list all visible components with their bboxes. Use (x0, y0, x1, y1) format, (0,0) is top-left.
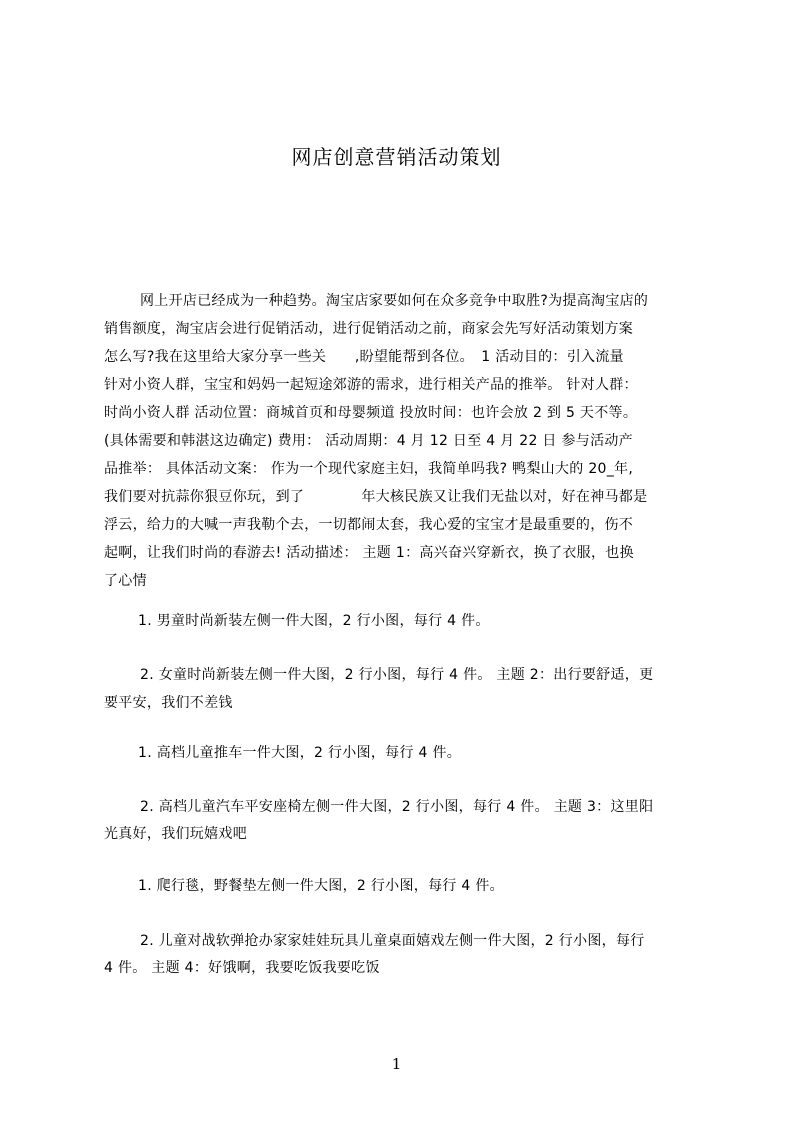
paragraph-item: 光真好，我们玩嬉戏吧 (104, 826, 247, 842)
body-line: (具体需要和韩湛这边确定) 费用： 活动周期：4 月 12 日至 4 月 22 日 参与活动产 (104, 433, 633, 449)
body-line: 浮云，给力的大喊一声我勒个去，一切都闹太套，我心爱的宝宝才是最重要的，伤不 (104, 517, 634, 533)
body-line: 销售额度，淘宝店会进行促销活动，进行促销活动之前，商家会先写好活动策划方案 (104, 321, 634, 337)
paragraph-item: 4 件。 主题 4：好饿啊，我要吃饭我要吃饭 (104, 960, 380, 976)
paragraph-item: 1. 男童时尚新装左侧一件大图，2 行小图，每行 4 件。 (138, 613, 490, 629)
paragraph-item: 2. 女童时尚新装左侧一件大图，2 行小图，每行 4 件。 主题 2：出行要舒适，更 (140, 667, 654, 683)
body-line: 时尚小资人群 活动位置：商城首页和母婴频道 投放时间：也许会放 2 到 5 天不等。 (104, 405, 638, 421)
paragraph-item: 2. 儿童对战软弹抢办家家娃娃玩具儿童桌面嬉戏左侧一件大图，2 行小图，每行 (140, 933, 645, 949)
page-number: 1 (391, 1055, 402, 1073)
body-line: 针对小资人群，宝宝和妈妈一起短途郊游的需求，进行相关产品的推举。 针对人群： (104, 377, 638, 393)
paragraph-item: 要平安，我们不差钱 (104, 695, 233, 711)
paragraph-item: 1. 高档儿童推车一件大图，2 行小图，每行 4 件。 (138, 745, 462, 761)
body-line: 我们要对抗蒜你狠豆你玩，到了 年大核民族又让我们无盐以对，好在神马都是 (104, 489, 648, 505)
body-line: 怎么写?我在这里给大家分享一些关 ,盼望能帮到各位。 1 活动目的：引入流量 (104, 349, 624, 365)
body-line: 网上开店已经成为一种趋势。淘宝店家要如何在众多竞争中取胜?为提高淘宝店的 (140, 293, 649, 309)
paragraph-item: 1. 爬行毯，野餐垫左侧一件大图，2 行小图，每行 4 件。 (138, 878, 504, 894)
body-line: 起啊，让我们时尚的春游去! 活动描述： 主题 1：高兴奋兴穿新衣，换了衣服，也换 (104, 545, 634, 561)
document-title: 网店创意营销活动策划 (291, 145, 502, 169)
body-line: 品推举： 具体活动文案： 作为一个现代家庭主妇，我简单吗我? 鸭梨山大的 20_年, (104, 461, 634, 477)
paragraph-item: 2. 高档儿童汽车平安座椅左侧一件大图，2 行小图，每行 4 件。 主题 3：这里阳 (140, 799, 654, 815)
body-line: 了心情 (104, 573, 147, 589)
